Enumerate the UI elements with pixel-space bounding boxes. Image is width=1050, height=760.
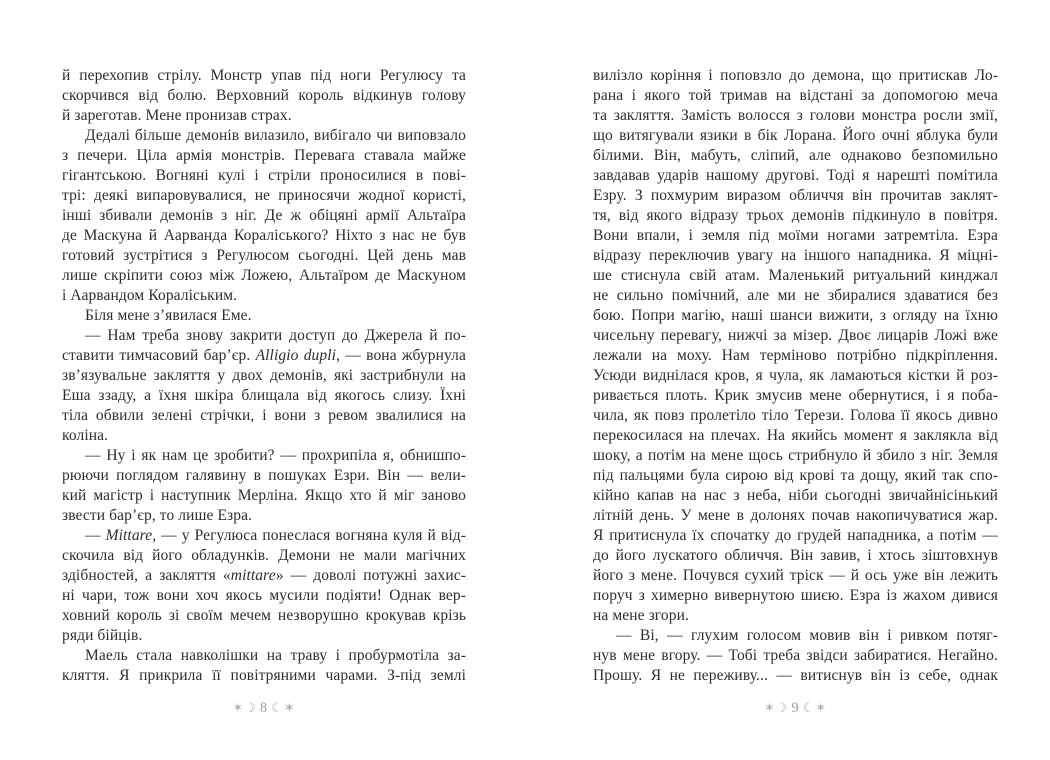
text-line: Езру. З похмурим виразом обличчя він прочитав заклят- [593, 187, 998, 204]
text-line: звести бар’єр, то лише Езра. [62, 507, 253, 524]
text-line: шоку, а потім на мене щось стрибнуло й збило з ніг. Земля [593, 447, 998, 464]
text-line: вилізло коріння і поповзло до демона, що притискав Ло- [593, 67, 998, 84]
text-line: готовий зустрітися з Регулюсом сьогодні. Цей день мав [62, 247, 466, 264]
text-line: Біля мене з’явилася Еме. [85, 307, 252, 324]
crescent-moon-icon: ☾ [271, 701, 284, 716]
text-line: — Mittare, — у Регулюса понеслася вогняна куля й від- [85, 527, 466, 544]
text-line: чисельну перевагу, нижчі за мізер. Двоє лицарів Ложі вже [593, 327, 998, 344]
page-left [62, 66, 466, 746]
crescent-moon-icon: ☽ [244, 701, 257, 716]
text-line: зв’язувальне закляття у двох демонів, які застрибнули на [62, 367, 466, 384]
text-line: ряди бійців. [62, 627, 143, 644]
page-number-left: 8 [259, 700, 269, 716]
text-line: лише скріпити союз між Ложею, Альтаїром де Маскуном [62, 267, 466, 284]
text-line: рюючи поглядом галявину в пошуках Езри. Він — вели- [62, 467, 466, 484]
text-line: завдавав ударів нашому другові. Тоді я нарешті помітила [593, 167, 998, 184]
text-line: відразу переключив увагу на іншого нападника. Я міцні- [593, 247, 998, 264]
text-line: здібностей, а закляття «mittare» — доволі потужні захис- [62, 567, 466, 584]
text-line: перекосилася на плечах. На якийсь момент я заклякла від [593, 427, 998, 444]
text-line: Вони впали, і земля під моїми ногами затремтіла. Езра [593, 227, 998, 244]
text-line: Прошу. Я не переживу... — витиснув він із себе, однак [593, 667, 998, 684]
text-line: тіла обвили зелені стрічки, і вони з ревом звалилися на [62, 407, 466, 424]
text-line: кійно капав на нас з неба, ніби сьогодні звичайнісінький [593, 487, 998, 504]
text-line: ривається плоть. Крик змусив мене обернутися, і я поба- [593, 387, 998, 404]
text-line: — Нам треба знову закрити доступ до Джерела й по- [85, 327, 466, 344]
text-line: Я притиснула їх спочатку до грудей нападника, а потім — [593, 527, 998, 544]
page-number-right: 9 [791, 700, 800, 716]
text-line: під пальцями була сирою від крові та дощу, який так спо- [593, 467, 998, 484]
text-line: чила, як повз пролетіло тіло Терези. Голова її якось дивно [593, 407, 998, 424]
star-icon: ✶ [763, 701, 776, 716]
text-line: скочила від його обладунків. Демони не мали магічних [62, 547, 466, 564]
text-line: не сильно помічний, але ми не збиралися здаватися без [593, 287, 998, 304]
text-line: літній день. У мене в долонях почав накопичуватися жар. [593, 507, 998, 524]
text-line: трі: деякі випаровувалися, не приносячи жодної користі, [62, 187, 466, 204]
text-line: кляття. Я прикрила її повітряними чарами. З-під землі [62, 667, 466, 684]
text-line: кий магістр і наступник Мерліна. Якщо хто й міг заново [62, 487, 466, 504]
text-line: рана і якого той тримав на відстані за допомогою меча [593, 87, 998, 104]
text-line: коліна. [62, 427, 109, 444]
text-line: й зареготав. Мене пронизав страх. [62, 107, 292, 124]
text-line: скорчився від болю. Верховний король відкинув голову [62, 87, 466, 104]
text-line: інші збивали демонів з ніг. Де ж обіцяні армії Альтаїра [62, 207, 466, 224]
text-line: тя, від якого відразу трьох демонів підкинуло в повітря. [593, 207, 998, 224]
text-line: з печери. Ціла армія монстрів. Перевага ставала майже [62, 147, 466, 164]
page-right-footer [593, 700, 998, 717]
text-line: де Маскуна й Аарванда Кораліського? Ніхто з нас не був [62, 227, 466, 244]
text-line: Маель стала навколішки на траву і пробурмотіла за- [85, 647, 466, 664]
text-line: його з мене. Почувся сухий тріск — й ось уже він лежить [593, 567, 998, 584]
text-line: Усюди виднілася кров, я чула, як ламаються кістки й роз- [593, 367, 998, 384]
text-line: лежали на моху. Нам терміново потрібно підкріплення. [593, 347, 998, 364]
text-line: й перехопив стрілу. Монстр упав під ноги Регулюсу та [62, 67, 466, 84]
text-line: білими. Він, мабуть, сліпий, але однаково безпомильно [593, 147, 998, 164]
text-line: поруч з химерно вивернутою шиєю. Езра із жахом дивися [593, 587, 998, 604]
text-line: бою. Попри магію, наші шанси вижити, з огляду на їхню [593, 307, 998, 324]
text-line: ховний король зі своїм мечем незворушно крокував крізь [62, 607, 466, 624]
text-line: нув мене вгору. — Тобі треба звідси забиратися. Негайно. [593, 647, 998, 664]
text-line: — Ну і як нам це зробити? — прохрипіла я, обнишпо- [85, 447, 466, 464]
page-left-footer [62, 700, 466, 717]
text-line: Дедалі більше демонів вилазило, вибігало чи виповзало [85, 127, 466, 144]
text-line: Еша ззаду, а їхня шкіра блищала від якогось слизу. Їхні [62, 387, 466, 404]
page-right-text [593, 66, 998, 686]
crescent-moon-icon: ☾ [802, 701, 816, 716]
text-line: — Ві, — глухим голосом мовив він і ривком потяг- [616, 627, 998, 644]
text-line: ше стиснула свій атам. Маленький ритуальний кинджал [593, 267, 998, 284]
text-line: і Аарвандом Кораліським. [62, 287, 238, 304]
text-line: ні чари, тож вони хоч якось мусили подіяти! Однак вер- [62, 587, 466, 604]
star-icon: ✶ [815, 701, 828, 716]
text-line: до його лускатого обличчя. Він завив, і хтось зіштовхнув [593, 547, 998, 564]
page-left-text [62, 66, 466, 686]
text-line: на мене згори. [593, 607, 689, 624]
star-icon: ✶ [232, 701, 245, 716]
text-line: гігантською. Вогняні кулі і стріли проносилися в пові- [62, 167, 466, 184]
text-line: що витягували язики в бік Лорана. Його очні яблука були [593, 127, 998, 144]
page-right [593, 66, 998, 746]
crescent-moon-icon: ☽ [775, 701, 789, 716]
star-icon: ✶ [283, 701, 296, 716]
text-line: та закляття. Замість волосся з голови монстра росли змії, [593, 107, 998, 124]
text-line: ставити тимчасовий бар’єр. Alligio dupli, — вона жбурнула [62, 347, 466, 364]
